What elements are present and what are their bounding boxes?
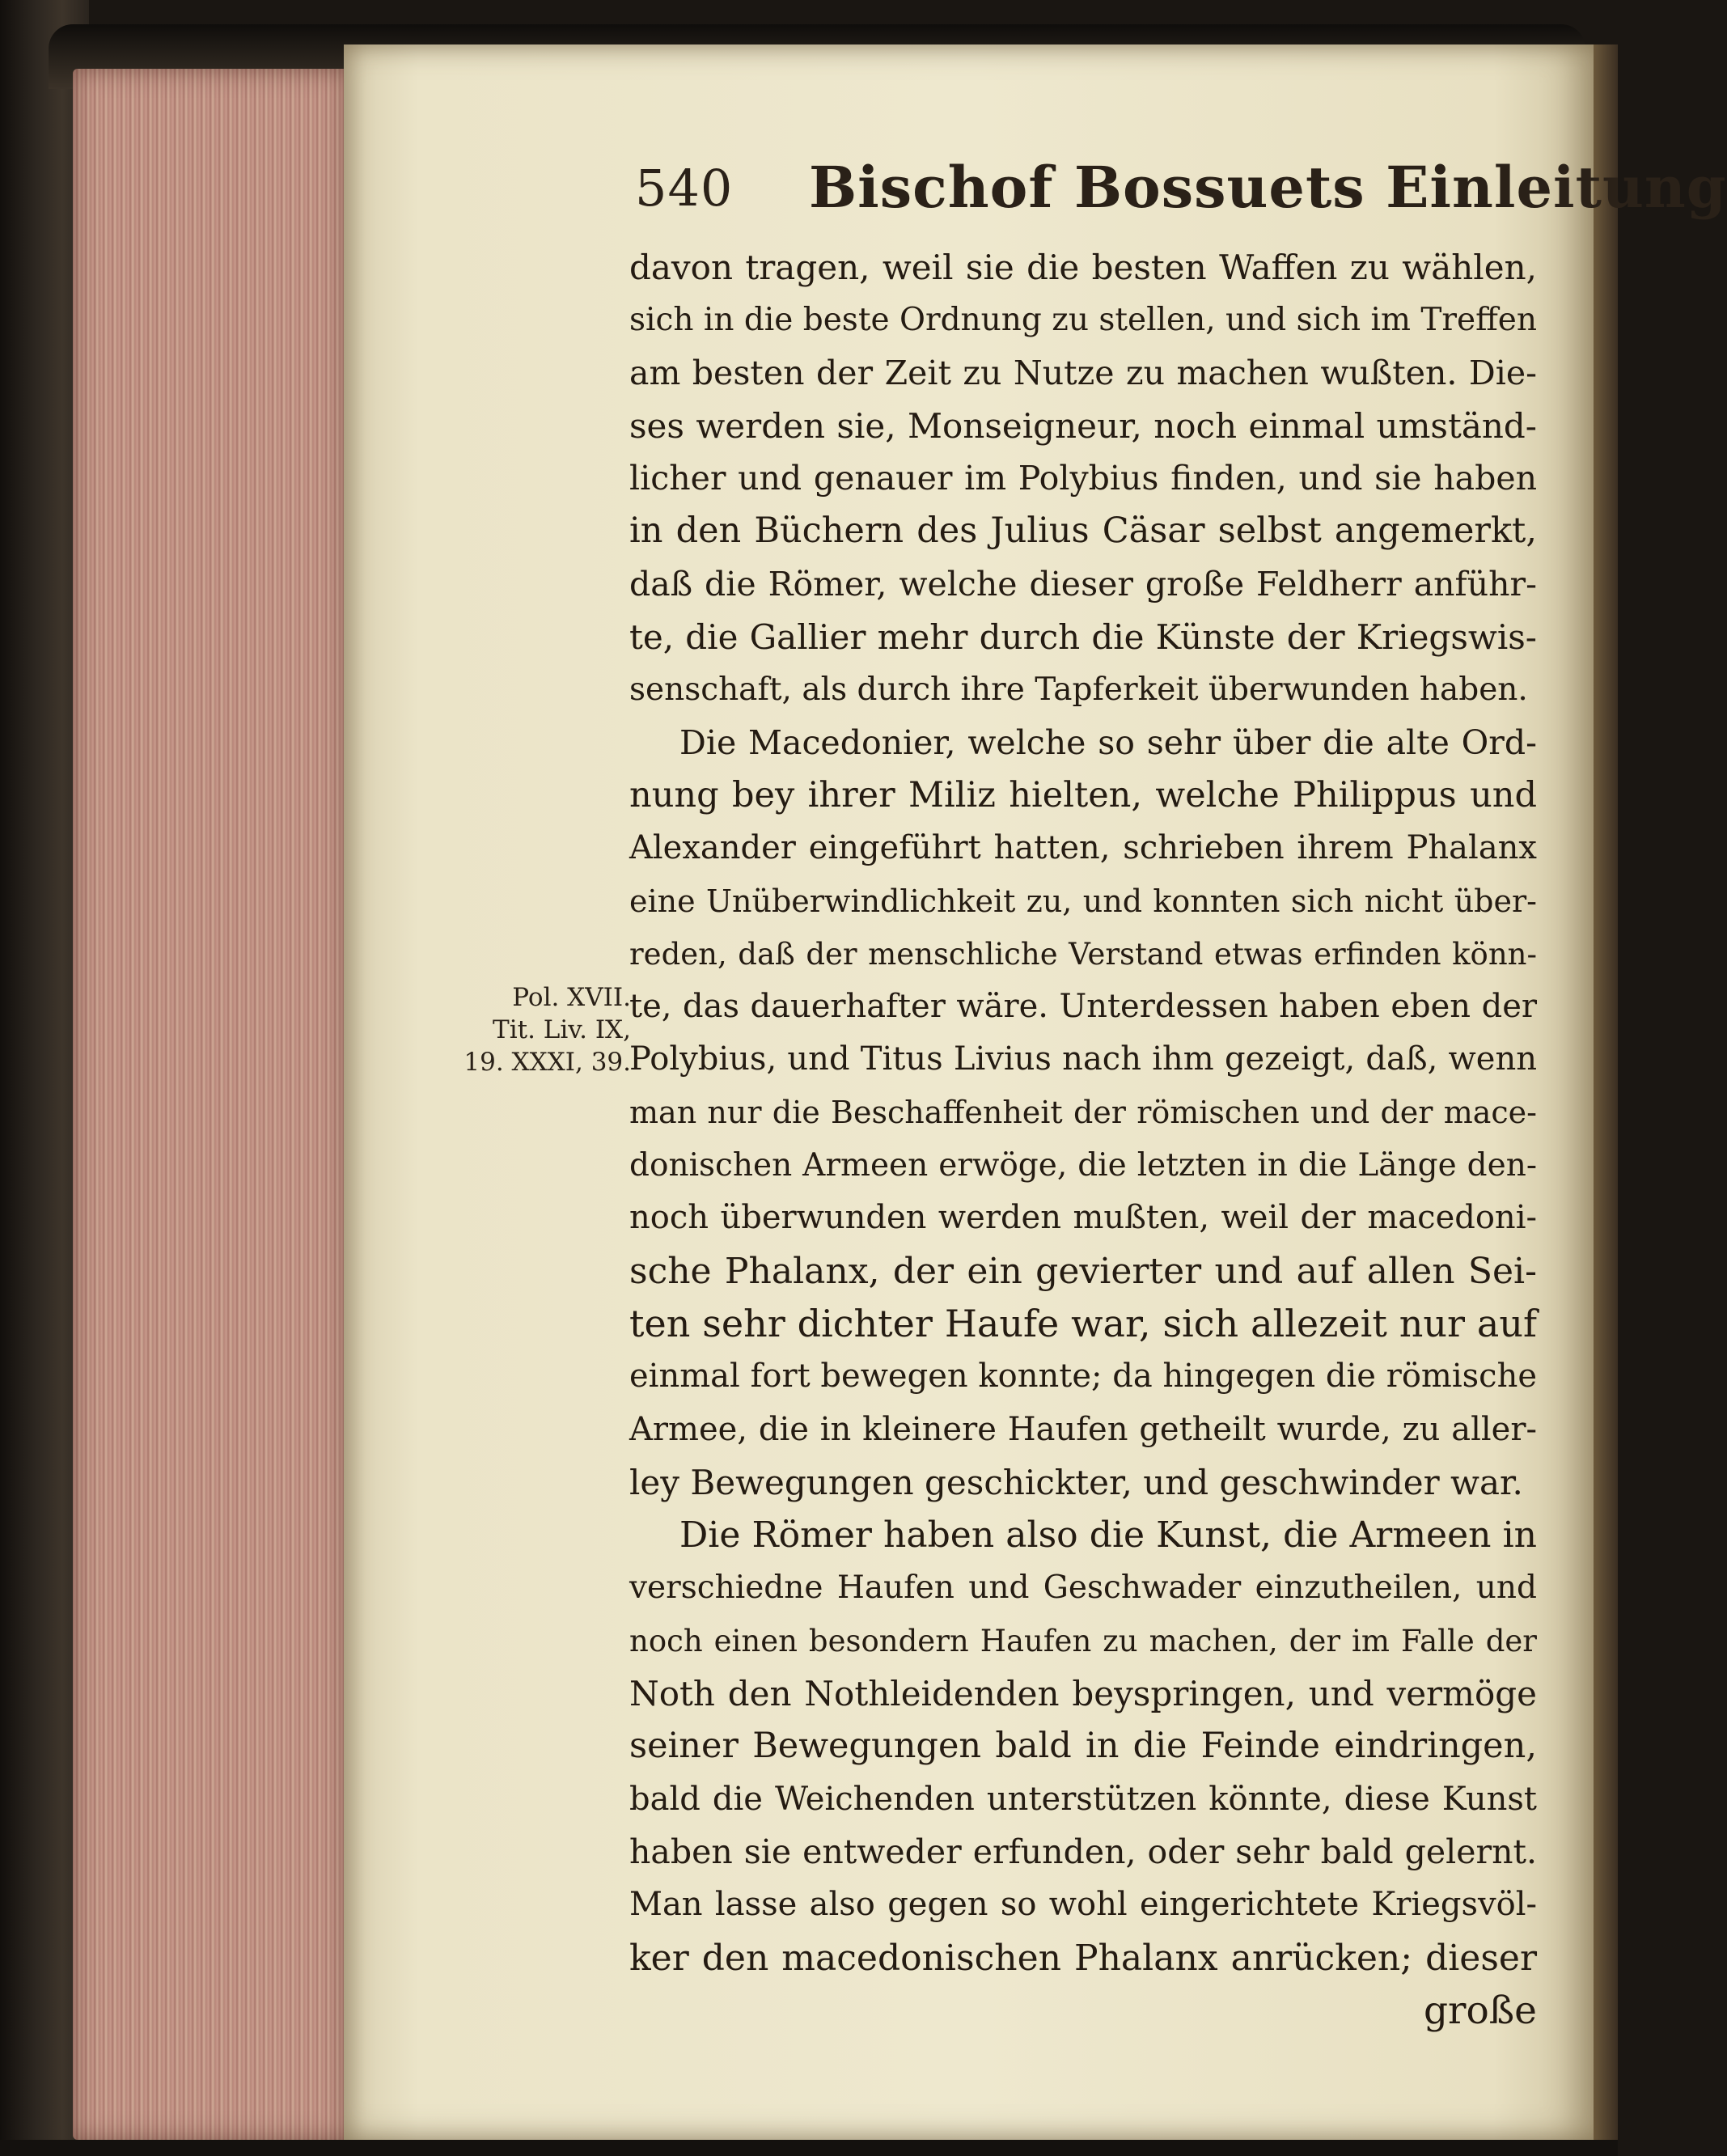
text-line: man nur die Beschaffenheit der römischen und der mace-: [629, 1094, 1537, 1130]
margin-note: 19. XXXI, 39.: [463, 1048, 631, 1077]
text-line: verschiedne Haufen und Geschwader einzutheilen, und: [629, 1569, 1537, 1607]
text-line: nung bey ihrer Miliz hielten, welche Philippus und: [629, 774, 1537, 815]
text-line: donischen Armeen erwöge, die letzten in die Länge den-: [629, 1147, 1537, 1184]
running-title: Bischof Bossuets Einleitung: [809, 154, 1727, 221]
text-line: ses werden sie, Monseigneur, noch einmal umständ-: [629, 405, 1537, 446]
text-line: te, das dauerhafter wäre. Unterdessen haben eben der: [629, 988, 1537, 1026]
text-line: noch einen besondern Haufen zu machen, der im Falle der: [629, 1623, 1537, 1658]
text-line: Noth den Nothleidenden beyspringen, und vermöge: [629, 1674, 1537, 1714]
margin-notes: [449, 981, 631, 1078]
margin-note: Pol. XVII.: [512, 983, 631, 1012]
page-number: 540: [635, 159, 734, 218]
text-line: einmal fort bewegen konnte; da hingegen die römische: [629, 1358, 1537, 1396]
text-line: ker den macedonischen Phalanx anrücken; dieser: [629, 1937, 1537, 1979]
text-line: Alexander eingeführt hatten, schrieben ihrem Phalanx: [629, 829, 1537, 867]
text-line: Man lasse also gegen so wohl eingerichtete Kriegsvöl-: [629, 1886, 1537, 1924]
text-line: Die Macedonier, welche so sehr über die alte Ord-: [679, 722, 1537, 762]
text-line: bald die Weichenden unterstützen könnte, diese Kunst: [629, 1780, 1537, 1818]
text-line: Armee, die in kleinere Haufen getheilt wurde, zu aller-: [629, 1410, 1537, 1448]
text-line: am besten der Zeit zu Nutze zu machen wußten. Die-: [629, 353, 1537, 392]
text-line: Die Römer haben also die Kunst, die Armeen in: [679, 1514, 1537, 1557]
margin-note: Tit. Liv. IX,: [493, 1015, 631, 1044]
text-line: seiner Bewegungen bald in die Feinde eindringen,: [629, 1726, 1537, 1767]
text-line: eine Unüberwindlichkeit zu, und konnten sich nicht über-: [629, 883, 1537, 919]
text-line: sich in die beste Ordnung zu stellen, und sich im Treffen: [629, 302, 1537, 339]
text-line: senschaft, als durch ihre Tapferkeit überwunden haben.: [629, 671, 1528, 709]
text-line: noch überwunden werden mußten, weil der macedoni-: [629, 1199, 1537, 1237]
text-line: sche Phalanx, der ein gevierter und auf allen Sei-: [629, 1250, 1537, 1292]
text-line: ley Bewegungen geschickter, und geschwinder war.: [629, 1462, 1523, 1502]
text-line: in den Büchern des Julius Cäsar selbst angemerkt,: [629, 510, 1537, 552]
text-line: ten sehr dichter Haufe war, sich allezeit nur auf: [629, 1301, 1537, 1345]
bottom-shadow: [0, 2140, 1618, 2156]
text-line: davon tragen, weil sie die besten Waffen zu wählen,: [629, 248, 1537, 287]
facing-page-strip: [1592, 44, 1618, 2140]
body-text: [629, 241, 1537, 2037]
text-line: reden, daß der menschliche Verstand etwas erfinden könn-: [629, 936, 1537, 972]
text-line: licher und genauer im Polybius finden, und sie haben: [629, 459, 1537, 498]
text-line: daß die Römer, welche dieser große Feldherr anführ-: [629, 564, 1537, 604]
text-line: haben sie entweder erfunden, oder sehr bald gelernt.: [629, 1832, 1537, 1871]
text-line: te, die Gallier mehr durch die Künste der Kriegswis-: [629, 617, 1537, 658]
page-edges: [73, 69, 348, 2140]
text-line: Polybius, und Titus Livius nach ihm gezeigt, daß, wenn: [629, 1040, 1537, 1078]
catchword: große: [1423, 1988, 1537, 2033]
